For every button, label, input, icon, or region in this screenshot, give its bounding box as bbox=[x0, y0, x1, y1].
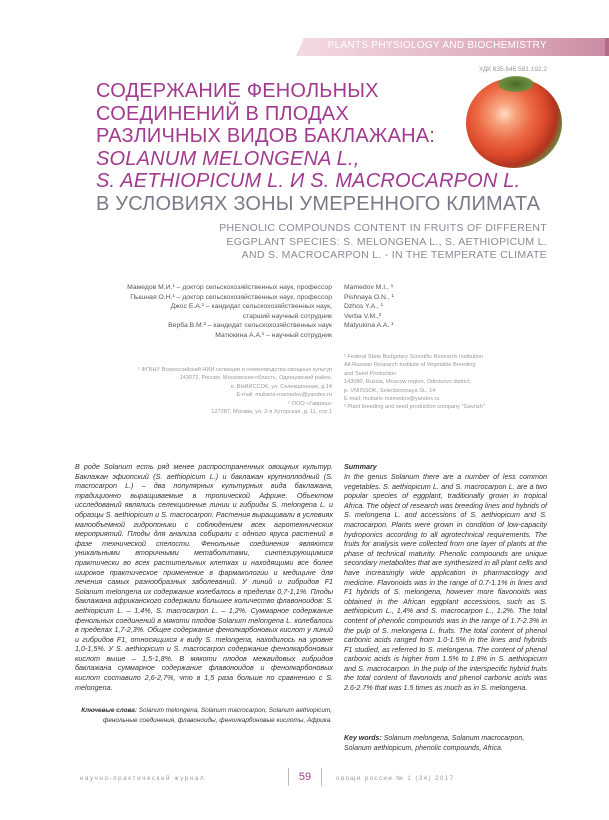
abstract-english: In the genus Solanum there are a number of less common vegetables. S. aethiopicum L. and S. macrocarpon L. are a two popular species of eggplant, traditionally grown in tropical Africa. The object of research was breeding lines and hybrids of S. melongena L. and accessions of S. aethiopicum and S. macrocarpon. Plants were grown in condition of low-capacity hydroponics according to all agrotechnical requirements. The fruits for analysis were collected from one layer of plants at the phase of technical maturity. Phenolic compounds are unique secondary metabolites that are synthesized in all plant cells and have increasingly wide application in pharmacology and medicine. Flavonoids was in the range of 0.7-1.1% in lines and F1 hybrids of S. melongena, however more flavonoids was obtained in the African eggplant accessions, such as S. aethiopicum L., 1,4% and S. macrocarpon L., 1.2%. The total content of phenolic compounds was in the range of 1.7-2.3% in the pulp of S. melongena L. fruits. The total content of phenol carbonic acids ranged from 1.0-1.5% in the lines and hybrids F1 studied, as referred to S. melongena. The content of phenol carbonic acids is higher from 1.5% to 1.8% in S. aethiopicum and S. macrocarpon. In the pulp of the interspecific hybrid fruits the total content of flavonoids and phenol carbonic acids was 2.6-2.7% that was 1.5 times as much as in S. melongena. bbox=[344, 472, 547, 693]
affiliation-ru-line: п. ВНИИССОК, ул. Селекционная, д.14 bbox=[230, 383, 332, 390]
footer-journal-type: научно-практический журнал bbox=[80, 775, 206, 782]
author-en: Verba V.M.,² bbox=[344, 312, 382, 320]
footer-journal-issue: овощи россии № 1 (34) 2017 bbox=[336, 775, 455, 782]
authors-russian bbox=[70, 283, 332, 341]
affiliation-en-line: and Seed Production bbox=[344, 370, 397, 377]
keywords-ru-label: Ключевые слова: bbox=[81, 707, 137, 714]
affiliation-en-line: All-Russian Research Institute of Vegetable Breeding bbox=[344, 362, 476, 369]
title-ru-line-latin bbox=[96, 148, 536, 171]
abstract-russian: В роде Solanum есть ряд менее распространенных овощных культур. Баклажан эфиопский (S. aethiopicum L.) и баклажан крупноплодный (S. macrocarpon L.) – два популярных культурных вида баклажана, традиционно выращиваемые в тропической Африке. Объектом исследований являлись селекционные линии и гибриды S. melongena L. и образцы S. aethiopicum и S. macrocarpon. Растения выращивали в условиях малообъемной гидропоники с соблюдением всех агротехнических мероприятий. Плоды для анализа собирали с одного яруса растений в фазе технической спелости. Фенольные соединения являются уникальными вторичными метаболитами, синтезирующимися практически во всех растительных клетках и находящими все более широкое практическое применение в фармакологии и медицине для лечения самых разнообразных заболеваний. У линий и гибридов F1 Solanum melongena их содержание колебалось в пределах 0,7-1,1%. Плоды баклажана африканского содержали большее количество флавоноидов: S. aethiopicum L. – 1,4%, S. macrocarpon L. – 1,2%. Суммарное содержание фенольных соединений в мякоти плодов Solanum melongena L. колебалось в пределах 1,7-2,3%. Общее содержание фенолкарбоновых кислот у линий и гибридов F1, относящихся к виду S. melongena, находилось на уровне 1,0-1,5%. У S. aethiopicum и S. macrocarpon содержание фенолкарбоновых кислот выше – 1,5-1,8%. В мякоти плодов межвидовых гибридов баклажана суммарное содержание флавоноидов и фенолкарбоновых кислот составило 2,6-2,7%, что в 1,5 раза больше по сравнению с S. melongena. bbox=[75, 462, 333, 692]
header-band-edge bbox=[605, 38, 609, 56]
keywords-russian bbox=[78, 706, 332, 725]
affiliation-russian bbox=[96, 366, 332, 416]
title-en-line: PHENOLIC COMPOUNDS CONTENT IN FRUITS OF DIFFERENT bbox=[219, 222, 547, 234]
title-ru-line-latin bbox=[96, 170, 536, 193]
keywords-ru-text: Solanum melongena, Solanum macrocarpon, Solanum aethiopicum, фенольные соединения, флавоноиды, фенолкарбоновые кислоты, Африка. bbox=[102, 707, 332, 724]
title-russian bbox=[96, 80, 541, 215]
summary-heading: Summary bbox=[344, 462, 377, 471]
title-en-line: EGGPLANT SPECIES: S. MELONGENA L., S. AETHIOPICUM L. bbox=[226, 235, 547, 248]
keywords-en-text: Solanum melongena, Solanum macrocarpon, Solanum aethiopicum, phenolic compounds, Africa. bbox=[344, 735, 525, 752]
affiliation-ru-line: 127287, Москва, ул. 2-я Хуторская, д. 11, стр.1 bbox=[211, 409, 332, 416]
author-en: Matyukina A.A. ¹ bbox=[344, 322, 394, 330]
authors-english bbox=[344, 283, 474, 331]
keywords-en-label: Key words: bbox=[344, 735, 382, 742]
affiliation-ru-line: 143072, Россия, Московская область, Одинцовский район, bbox=[179, 375, 332, 382]
title-ru-line: СОДЕРЖАНИЕ ФЕНОЛЬНЫХ bbox=[96, 80, 379, 102]
title-ru-line: В УСЛОВИЯХ ЗОНЫ УМЕРЕННОГО КЛИМАТА bbox=[96, 192, 541, 215]
page-number: 59 bbox=[288, 768, 322, 786]
author-ru: старший научный сотрудник bbox=[242, 312, 332, 320]
author-en: Mamedov M.I., ¹ bbox=[344, 284, 394, 291]
affiliation-en-line: 143080, Russia, Moscow region, Odintsovo district, bbox=[344, 379, 472, 386]
title-english bbox=[127, 222, 547, 263]
affiliation-ru-email[interactable]: E-mail: mubaris-mamedov@yandex.ru bbox=[236, 392, 332, 399]
title-en-line: AND S. MACROCARPON L. - IN THE TEMPERATE CLIMATE bbox=[241, 249, 547, 261]
title-ru-latin: SOLANUM MELONGENA L., bbox=[96, 147, 360, 170]
author-en: Pishnaya O.N., ¹ bbox=[344, 293, 394, 301]
udk-code: УДК 635.646:581.192.2 bbox=[478, 66, 547, 73]
affiliation-en-line: ² Plant breeding and seed production company "Gavrish" bbox=[344, 404, 485, 411]
author-ru: Пышная О.Н.¹ – доктор сельскохозяйственных наук, профессор bbox=[130, 293, 332, 301]
keywords-english bbox=[344, 734, 547, 753]
affiliation-en-email[interactable]: E-mail: mubaris-mamedov@yandex.ru bbox=[344, 396, 440, 403]
title-ru-line: РАЗЛИЧНЫХ ВИДОВ БАКЛАЖАНА: bbox=[96, 125, 436, 147]
author-ru: Джос Е.А.¹ – кандидат сельскохозяйственных наук, bbox=[170, 303, 332, 311]
title-ru-line: СОЕДИНЕНИЙ В ПЛОДАХ bbox=[96, 102, 349, 125]
affiliation-ru-line: ² ООО «Гавриш» bbox=[288, 400, 332, 407]
author-ru: Мамедов М.И.¹ – доктор сельскохозяйственных наук, профессор bbox=[127, 284, 332, 291]
affiliation-ru-line: ¹ ФГБНУ Всероссийский НИИ селекции и семеноводства овощных культур bbox=[138, 367, 332, 373]
title-ru-latin: S. AETHIOPICUM L. И S. MACROCARPON L. bbox=[96, 170, 521, 192]
section-title: PLANTS PHYSIOLOGY AND BIOCHEMISTRY bbox=[327, 40, 547, 51]
author-en: Dzhos Y.A., ¹ bbox=[344, 303, 384, 311]
affiliation-english bbox=[344, 353, 544, 412]
affiliation-en-line: ¹ Federal State Budgetary Scientific Research Institution bbox=[344, 354, 483, 360]
author-ru: Верба В.М.² – кандидат сельскохозяйственных наук bbox=[168, 322, 332, 330]
author-ru: Матюкина А.А.¹ – научный сотрудник bbox=[215, 331, 332, 339]
affiliation-en-line: p. VNIISSOK, Selectsionnaya St., 14 bbox=[344, 387, 436, 394]
